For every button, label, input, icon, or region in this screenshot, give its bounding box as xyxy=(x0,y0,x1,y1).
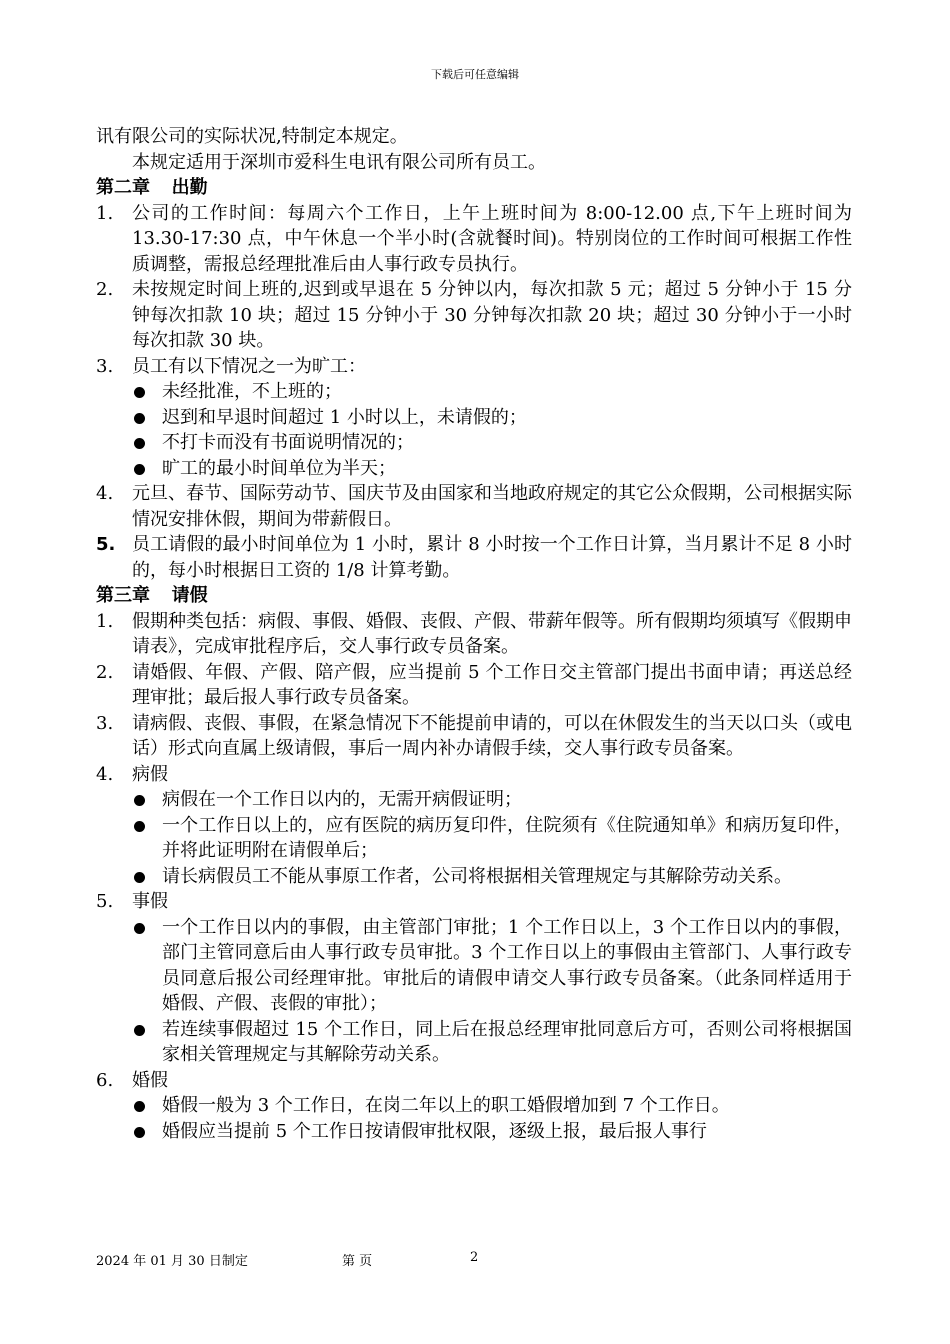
chapter-title: 出勤 xyxy=(171,177,208,198)
bullet-text: 旷工的最小时间单位为半天； xyxy=(162,457,396,479)
numbered-item xyxy=(96,660,852,711)
chapter-heading xyxy=(96,175,852,201)
numbered-item xyxy=(96,889,852,915)
chapter-number: 第二章 xyxy=(96,177,150,198)
numbered-item xyxy=(96,201,852,278)
bullet-item xyxy=(96,787,852,813)
bullet-item xyxy=(96,1093,852,1119)
bullet-item xyxy=(96,430,852,456)
bullet-item xyxy=(96,1119,852,1145)
bullet-text: 不打卡而没有书面说明情况的； xyxy=(162,432,414,453)
item-number: 5. xyxy=(96,891,114,912)
item-number: 4. xyxy=(96,483,114,504)
item-number: 4. xyxy=(96,763,114,785)
bullet-icon xyxy=(134,1025,145,1036)
item-text: 员工请假的最小时间单位为 1 小时，累计 8 小时按一个工作日计算，当月累计不足 8 小时的，每小时根据日工资的 1/8 计算考勤。 xyxy=(132,534,852,581)
item-number: 1. xyxy=(96,610,114,632)
bullet-text: 一个工作日以上的，应有医院的病历复印件，住院须有《住院通知单》和病历复印件，并将此证明附在请假单后； xyxy=(162,814,852,861)
numbered-item xyxy=(96,1068,852,1094)
bullet-item xyxy=(96,456,852,482)
item-number: 2. xyxy=(96,279,114,300)
page-header: 下载后可任意编辑 xyxy=(431,68,519,81)
item-text: 员工有以下情况之一为旷工： xyxy=(132,355,366,377)
item-text: 假期种类包括：病假、事假、婚假、丧假、产假、带薪年假等。所有假期均须填写《假期申请表》，完成审批程序后，交人事行政专员备案。 xyxy=(132,610,852,657)
bullet-icon xyxy=(134,438,145,449)
numbered-item xyxy=(96,277,852,354)
item-number: 1. xyxy=(96,202,114,224)
footer-date: 2024 年 01 月 30 日制定 xyxy=(96,1254,248,1269)
item-number: 3. xyxy=(96,355,114,377)
item-text: 病假 xyxy=(132,763,168,785)
bullet-item xyxy=(96,864,852,890)
bullet-text: 若连续事假超过 15 个工作日，同上后在报总经理审批同意后方可，否则公司将根据国家相关管理规定与其解除劳动关系。 xyxy=(162,1018,852,1065)
bullet-icon xyxy=(134,923,145,934)
bullet-icon xyxy=(134,1101,145,1112)
item-text: 请婚假、年假、产假、陪产假，应当提前 5 个工作日交主管部门提出书面申请；再送总经理审批；最后报人事行政专员备案。 xyxy=(132,661,852,708)
bullet-icon xyxy=(134,821,145,832)
bullet-icon xyxy=(134,1127,145,1138)
footer-page-label: 第 页 xyxy=(342,1254,373,1269)
bullet-item xyxy=(96,405,852,431)
document-body xyxy=(96,124,852,1144)
bullet-item xyxy=(96,813,852,864)
bullet-icon xyxy=(134,413,145,424)
bullet-icon xyxy=(134,387,145,398)
bullet-item xyxy=(96,1017,852,1068)
intro-line: 本规定适用于深圳市爱科生电讯有限公司所有员工。 xyxy=(132,151,546,173)
bullet-text: 一个工作日以内的事假，由主管部门审批；1 个工作日以上，3 个工作日以内的事假，部门主管同意后由人事行政专员审批。3 个工作日以上的事假由主管部门、人事行政专员同意后报公司经理审批。审批后的请假申请交人事行政专员备案。（此条同样适用于婚假、产假、丧假的审批）； xyxy=(162,916,852,1014)
bullet-text: 病假在一个工作日以内的，无需开病假证明； xyxy=(162,789,522,810)
bullet-icon xyxy=(134,872,145,883)
numbered-item xyxy=(96,354,852,380)
chapter-title: 请假 xyxy=(171,585,208,606)
chapter-number: 第三章 xyxy=(96,585,150,606)
item-text: 未按规定时间上班的,迟到或早退在 5 分钟以内，每次扣款 5 元；超过 5 分钟小于 15 分钟每次扣款 10 块；超过 15 分钟小于 30 分钟每次扣款 20 块；超过 30 分钟小于一小时每次扣款 30 块。 xyxy=(132,279,852,351)
bullet-item xyxy=(96,379,852,405)
numbered-item xyxy=(96,609,852,660)
bullet-icon xyxy=(134,795,145,806)
bullet-text: 请长病假员工不能从事原工作者，公司将根据相关管理规定与其解除劳动关系。 xyxy=(162,865,792,887)
item-number: 2. xyxy=(96,661,114,683)
item-text: 婚假 xyxy=(132,1069,168,1091)
numbered-item xyxy=(96,532,852,583)
numbered-item xyxy=(96,711,852,762)
bullet-text: 婚假一般为 3 个工作日，在岗二年以上的职工婚假增加到 7 个工作日。 xyxy=(162,1095,730,1116)
footer-page-number: 2 xyxy=(470,1250,479,1265)
item-number: 6. xyxy=(96,1069,114,1091)
item-number: 5. xyxy=(96,534,116,555)
bullet-item xyxy=(96,915,852,1017)
chapter-heading xyxy=(96,583,852,609)
numbered-item xyxy=(96,481,852,532)
bullet-text: 未经批准，不上班的； xyxy=(162,381,342,402)
item-number: 3. xyxy=(96,712,114,734)
bullet-icon xyxy=(134,464,145,475)
item-text: 元旦、春节、国际劳动节、国庆节及由国家和当地政府规定的其它公众假期，公司根据实际情况安排休假，期间为带薪假日。 xyxy=(132,483,852,530)
item-text: 公司的工作时间：每周六个工作日，上午上班时间为 8:00-12.00 点,下午上班时间为 13.30-17:30 点，中午休息一个半小时(含就餐时间)。特别岗位的工作时间可根据工作性质调整，需报总经理批准后由人事行政专员执行。 xyxy=(132,202,852,275)
bullet-text: 迟到和早退时间超过 1 小时以上，未请假的； xyxy=(162,406,527,428)
numbered-item xyxy=(96,762,852,788)
bullet-text: 婚假应当提前 5 个工作日按请假审批权限，逐级上报，最后报人事行 xyxy=(162,1120,707,1142)
intro-line: 讯有限公司的实际状况,特制定本规定。 xyxy=(96,126,408,147)
item-text: 事假 xyxy=(132,891,168,912)
item-text: 请病假、丧假、事假，在紧急情况下不能提前申请的，可以在休假发生的当天以口头（或电话）形式向直属上级请假，事后一周内补办请假手续，交人事行政专员备案。 xyxy=(132,712,852,759)
